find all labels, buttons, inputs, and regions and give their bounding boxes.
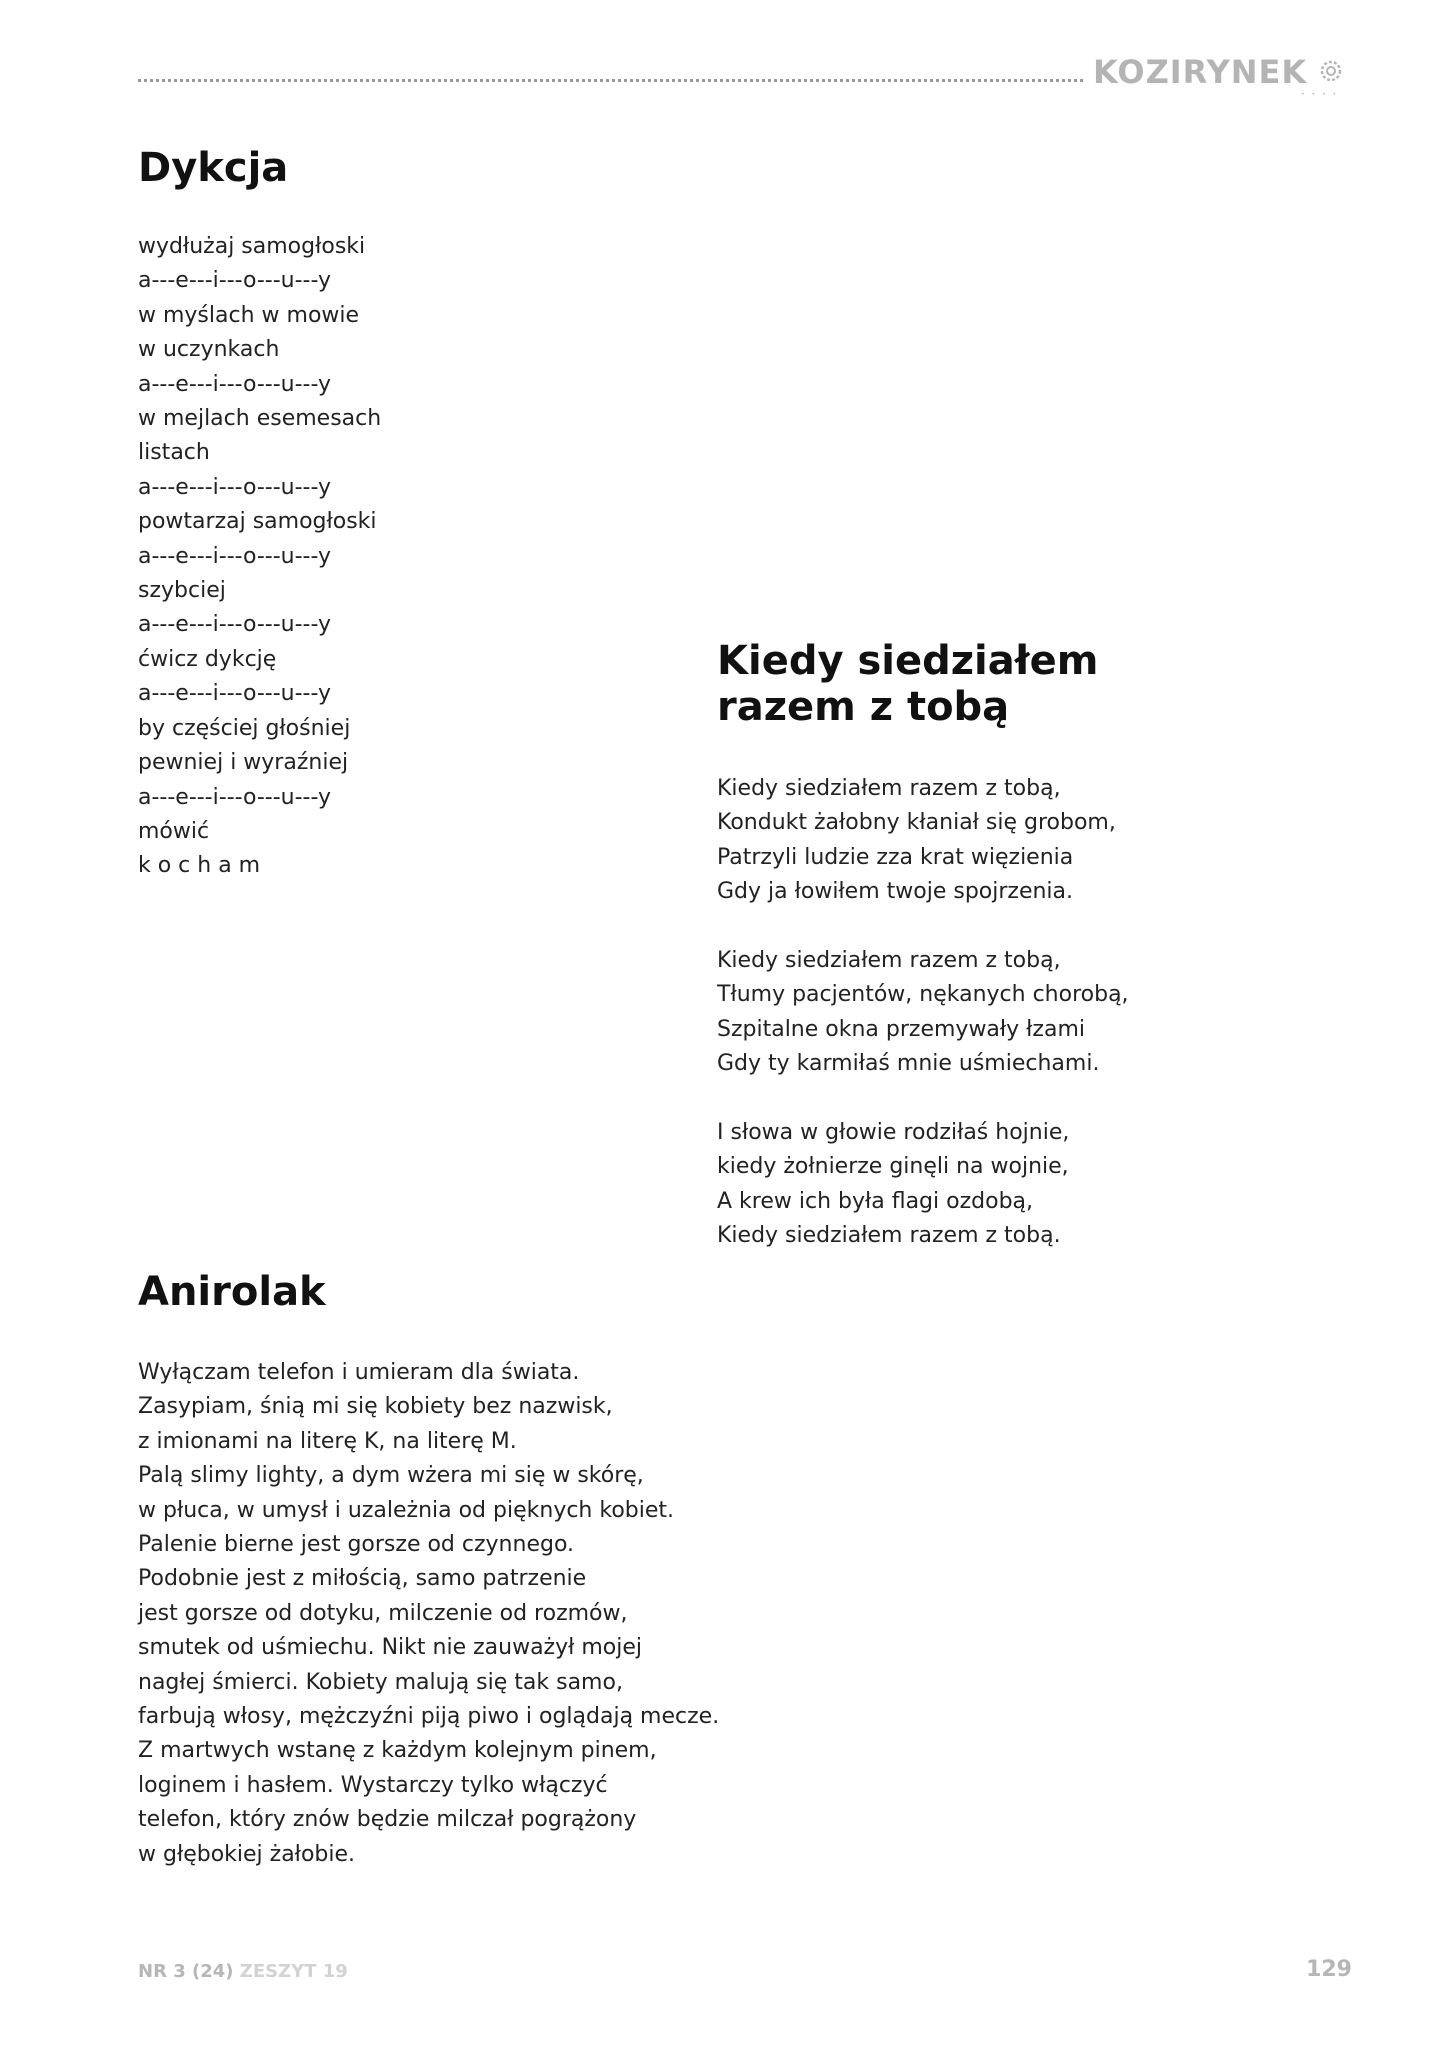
poem-line: ćwicz dykcję <box>138 646 277 672</box>
poem-line: by częściej głośniej <box>138 715 351 741</box>
poem-line: kiedy żołnierze ginęli na wojnie, <box>717 1154 1069 1180</box>
poem-line: listach <box>138 440 210 466</box>
header-dotted-rule <box>138 79 1083 82</box>
poem-line: a---e---i---o---u---y <box>138 268 332 294</box>
logo-dots: •••• <box>1301 91 1344 98</box>
poem-line: Wyłączam telefon i umieram dla świata. <box>138 1360 580 1385</box>
poem-line: a---e---i---o---u---y <box>138 784 332 810</box>
poem-line: a---e---i---o---u---y <box>138 543 332 569</box>
poem-line: jest gorsze od dotyku, milczenie od rozmów, <box>138 1600 628 1626</box>
poem-title-kiedy-siedzialem: Kiedy siedziałem razem z tobą <box>717 638 1099 730</box>
poem-line: w płuca, w umysł i uzależnia od pięknych kobiet. <box>138 1497 675 1523</box>
poem-line: w głębokiej żałobie. <box>138 1841 356 1867</box>
poem-line: w mejlach esemesach <box>138 406 382 432</box>
poem-line: mówić <box>138 818 210 844</box>
magazine-logo <box>1093 52 1353 100</box>
poem-line: powtarzaj samogłoski <box>138 509 377 535</box>
poem-body-anirolak <box>138 1356 719 1872</box>
poem-line: telefon, który znów będzie milczał pogrążony <box>138 1807 637 1833</box>
poem-line: a---e---i---o---u---y <box>138 474 332 500</box>
poem-line: k o c h a m <box>138 853 261 879</box>
poem-line: Patrzyli ludzie zza krat więzienia <box>717 844 1074 870</box>
stanza <box>717 944 1129 1082</box>
poem-line: pewniej i wyraźniej <box>138 750 349 776</box>
stanza <box>717 772 1129 910</box>
poem-line: w uczynkach <box>138 337 280 363</box>
zeszyt-number: ZESZYT 19 <box>239 1961 348 1982</box>
poem-line: loginem i hasłem. Wystarczy tylko włączyć <box>138 1772 608 1798</box>
poem-line: w myślach w mowie <box>138 302 360 328</box>
poem-title-dykcja: Dykcja <box>138 145 289 191</box>
poem-line: Kondukt żałobny kłaniał się grobom, <box>717 810 1116 836</box>
poem-title-anirolak: Anirolak <box>138 1269 326 1315</box>
poem-body-kiedy-siedzialem <box>717 772 1129 1288</box>
poem-line: szybciej <box>138 578 226 604</box>
poem-line: I słowa w głowie rodziłaś hojnie, <box>717 1120 1070 1146</box>
poem-line: Z martwych wstanę z każdym kolejnym pinem, <box>138 1738 657 1764</box>
poem-line: farbują włosy, mężczyźni piją piwo i oglądają mecze. <box>138 1704 720 1730</box>
stanza <box>717 1116 1129 1254</box>
poem-line: a---e---i---o---u---y <box>138 612 332 638</box>
poem-line: Kiedy siedziałem razem z tobą, <box>717 776 1061 801</box>
poem-line: Zasypiam, śnią mi się kobiety bez nazwisk, <box>138 1394 613 1420</box>
poem-line: Tłumy pacjentów, nękanych chorobą, <box>717 982 1129 1008</box>
poem-line: smutek od uśmiechu. Nikt nie zauważył mojej <box>138 1635 643 1661</box>
poem-line: Palą slimy lighty, a dym wżera mi się w skórę, <box>138 1463 644 1489</box>
logo-text: KOZIRYNEK <box>1093 53 1308 91</box>
poem-line: z imionami na literę K, na literę M. <box>138 1428 517 1454</box>
poem-line: wydłużaj samogłoski <box>138 234 366 259</box>
poem-line: Szpitalne okna przemywały łzami <box>717 1016 1086 1042</box>
poem-line: Kiedy siedziałem razem z tobą. <box>717 1223 1061 1249</box>
poem-line: A krew ich była flagi ozdobą, <box>717 1188 1034 1214</box>
poem-body-dykcja <box>138 230 381 884</box>
poem-line: nagłej śmierci. Kobiety malują się tak samo, <box>138 1669 623 1695</box>
poem-line: Gdy ja łowiłem twoje spojrzenia. <box>717 879 1074 905</box>
footer-issue-info <box>138 1960 348 1984</box>
poem-line: Kiedy siedziałem razem z tobą, <box>717 948 1061 974</box>
gear-icon <box>1319 59 1343 83</box>
page-number: 129 <box>1306 1957 1352 1982</box>
poem-line: a---e---i---o---u---y <box>138 371 332 397</box>
poem-line: Gdy ty karmiłaś mnie uśmiechami. <box>717 1051 1100 1077</box>
poem-line: a---e---i---o---u---y <box>138 681 332 707</box>
poem-line: Palenie bierne jest gorsze od czynnego. <box>138 1532 575 1558</box>
issue-number: NR 3 (24) <box>138 1961 234 1982</box>
poem-line: Podobnie jest z miłością, samo patrzenie <box>138 1566 587 1592</box>
